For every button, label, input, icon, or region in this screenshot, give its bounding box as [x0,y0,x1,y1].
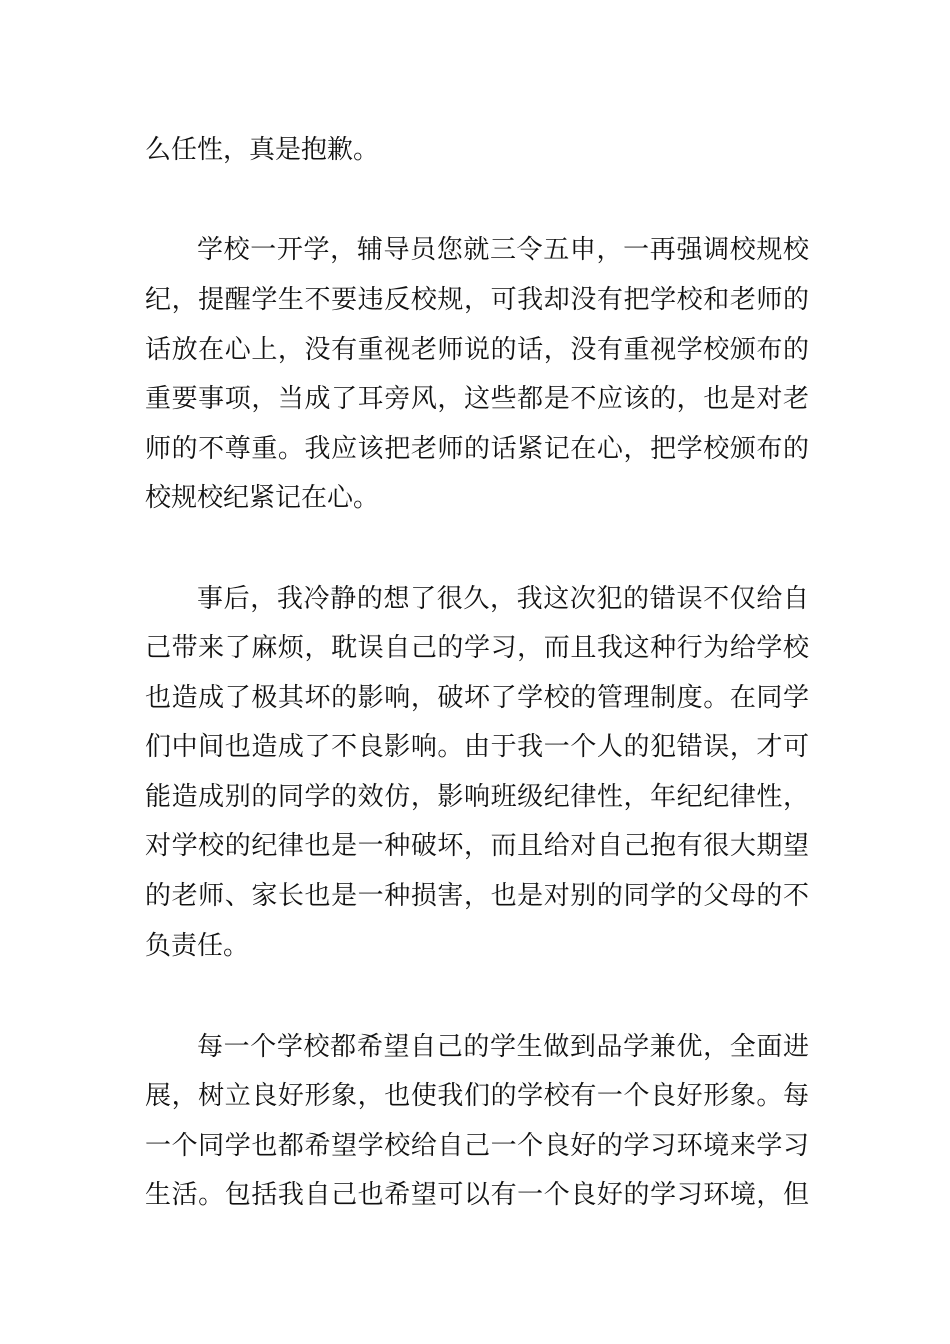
text-line: 对学校的纪律也是一种破坏，而且给对自己抱有很大期望 [145,831,809,861]
text-line: 校规校纪紧记在心。 [145,483,380,513]
text-line: 纪，提醒学生不要违反校规，可我却没有把学校和老师的 [145,285,809,315]
text-line: 也造成了极其坏的影响，破坏了学校的管理制度。在同学 [145,683,809,713]
text-line: 一个同学也都希望学校给自己一个良好的学习环境来学习 [145,1131,809,1161]
text-line: 展，树立良好形象，也使我们的学校有一个良好形象。每 [145,1081,809,1111]
text-line: 的老师、家长也是一种损害，也是对别的同学的父母的不 [145,881,809,911]
text-line: 己带来了麻烦，耽误自己的学习，而且我这种行为给学校 [145,633,809,663]
text-line: 重要事项，当成了耳旁风，这些都是不应该的，也是对老 [145,384,809,414]
text-line: 师的不尊重。我应该把老师的话紧记在心，把学校颁布的 [145,434,809,464]
text-line: 话放在心上，没有重视老师说的话，没有重视学校颁布的 [145,335,809,365]
text-line: 么任性，真是抱歉。 [145,135,380,165]
text-line: 每一个学校都希望自己的学生做到品学兼优，全面进 [197,1032,809,1062]
text-line: 能造成别的同学的效仿，影响班级纪律性，年纪纪律性， [145,782,809,812]
text-line: 学校一开学，辅导员您就三令五申，一再强调校规校 [197,235,809,265]
text-line: 生活。包括我自己也希望可以有一个良好的学习环境，但 [145,1180,809,1210]
text-line: 们中间也造成了不良影响。由于我一个人的犯错误，才可 [145,732,809,762]
text-line: 事后，我冷静的想了很久，我这次犯的错误不仅给自 [197,584,809,614]
text-line: 负责任。 [145,931,250,961]
